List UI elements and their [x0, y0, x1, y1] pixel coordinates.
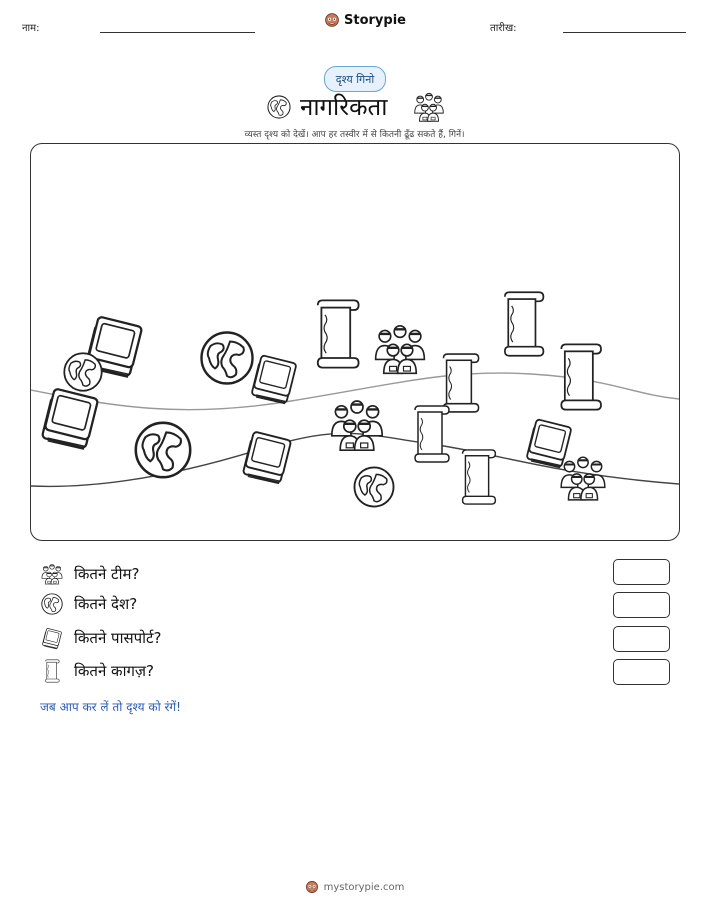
paper-icon: [443, 354, 478, 412]
answer-box-passport[interactable]: [613, 626, 670, 652]
globe-icon: [136, 423, 190, 477]
globe-icon: [202, 333, 253, 384]
question-label: कितने पासपोर्ट?: [74, 629, 162, 647]
team-icon: [376, 326, 425, 374]
question-label: कितने कागज़?: [74, 662, 154, 680]
mascot-icon: [324, 12, 340, 28]
team-icon: [332, 401, 382, 450]
count-scene: [30, 143, 680, 541]
passport-icon: [526, 419, 571, 468]
passport-icon: [243, 431, 291, 483]
globe-icon: [64, 353, 101, 390]
passport-icon: [42, 388, 98, 449]
instruction-text: व्यस्त दृश्य को देखें। आप हर तस्वीर में से कितनी ढूँढ सकते हैं, गिनें।: [244, 130, 465, 140]
question-label: कितने देश?: [74, 595, 138, 613]
paper-icon: [505, 292, 544, 355]
answer-box-paper[interactable]: [613, 659, 670, 685]
coloring-note: जब आप कर लें तो दृश्य को रंगें!: [40, 700, 181, 714]
name-line[interactable]: [100, 32, 255, 33]
passport-icon: [40, 626, 64, 650]
team-icon: [561, 457, 605, 500]
answer-box-team[interactable]: [613, 559, 670, 585]
date-label: तारीख:: [490, 23, 517, 34]
question-row-country: [40, 592, 137, 616]
scene-drawing: [31, 144, 679, 540]
globe-icon: [354, 467, 393, 506]
team-icon: [40, 562, 64, 586]
question-row-paper: [40, 659, 154, 683]
paper-icon: [561, 344, 601, 409]
page-title: नागरिकता: [300, 93, 388, 121]
paper-icon: [40, 659, 64, 683]
passport-icon: [251, 355, 296, 404]
question-label: कितने टीम?: [74, 565, 140, 583]
globe-icon: [40, 592, 64, 616]
brand-logo: [324, 12, 406, 28]
globe-icon: [266, 94, 292, 120]
activity-tag: दृश्य गिनो: [324, 66, 386, 92]
name-label: नाम:: [22, 23, 40, 34]
mascot-icon: [305, 880, 319, 894]
paper-icon: [463, 450, 496, 504]
paper-icon: [318, 300, 359, 367]
brand-name: Storypie: [344, 12, 406, 28]
paper-icon: [415, 406, 449, 462]
team-icon: [412, 90, 446, 124]
question-row-team: [40, 562, 139, 586]
footer: [0, 880, 709, 894]
question-row-passport: [40, 626, 162, 650]
date-line[interactable]: [563, 32, 686, 33]
footer-site[interactable]: mystorypie.com: [323, 881, 405, 893]
answer-box-country[interactable]: [613, 592, 670, 618]
